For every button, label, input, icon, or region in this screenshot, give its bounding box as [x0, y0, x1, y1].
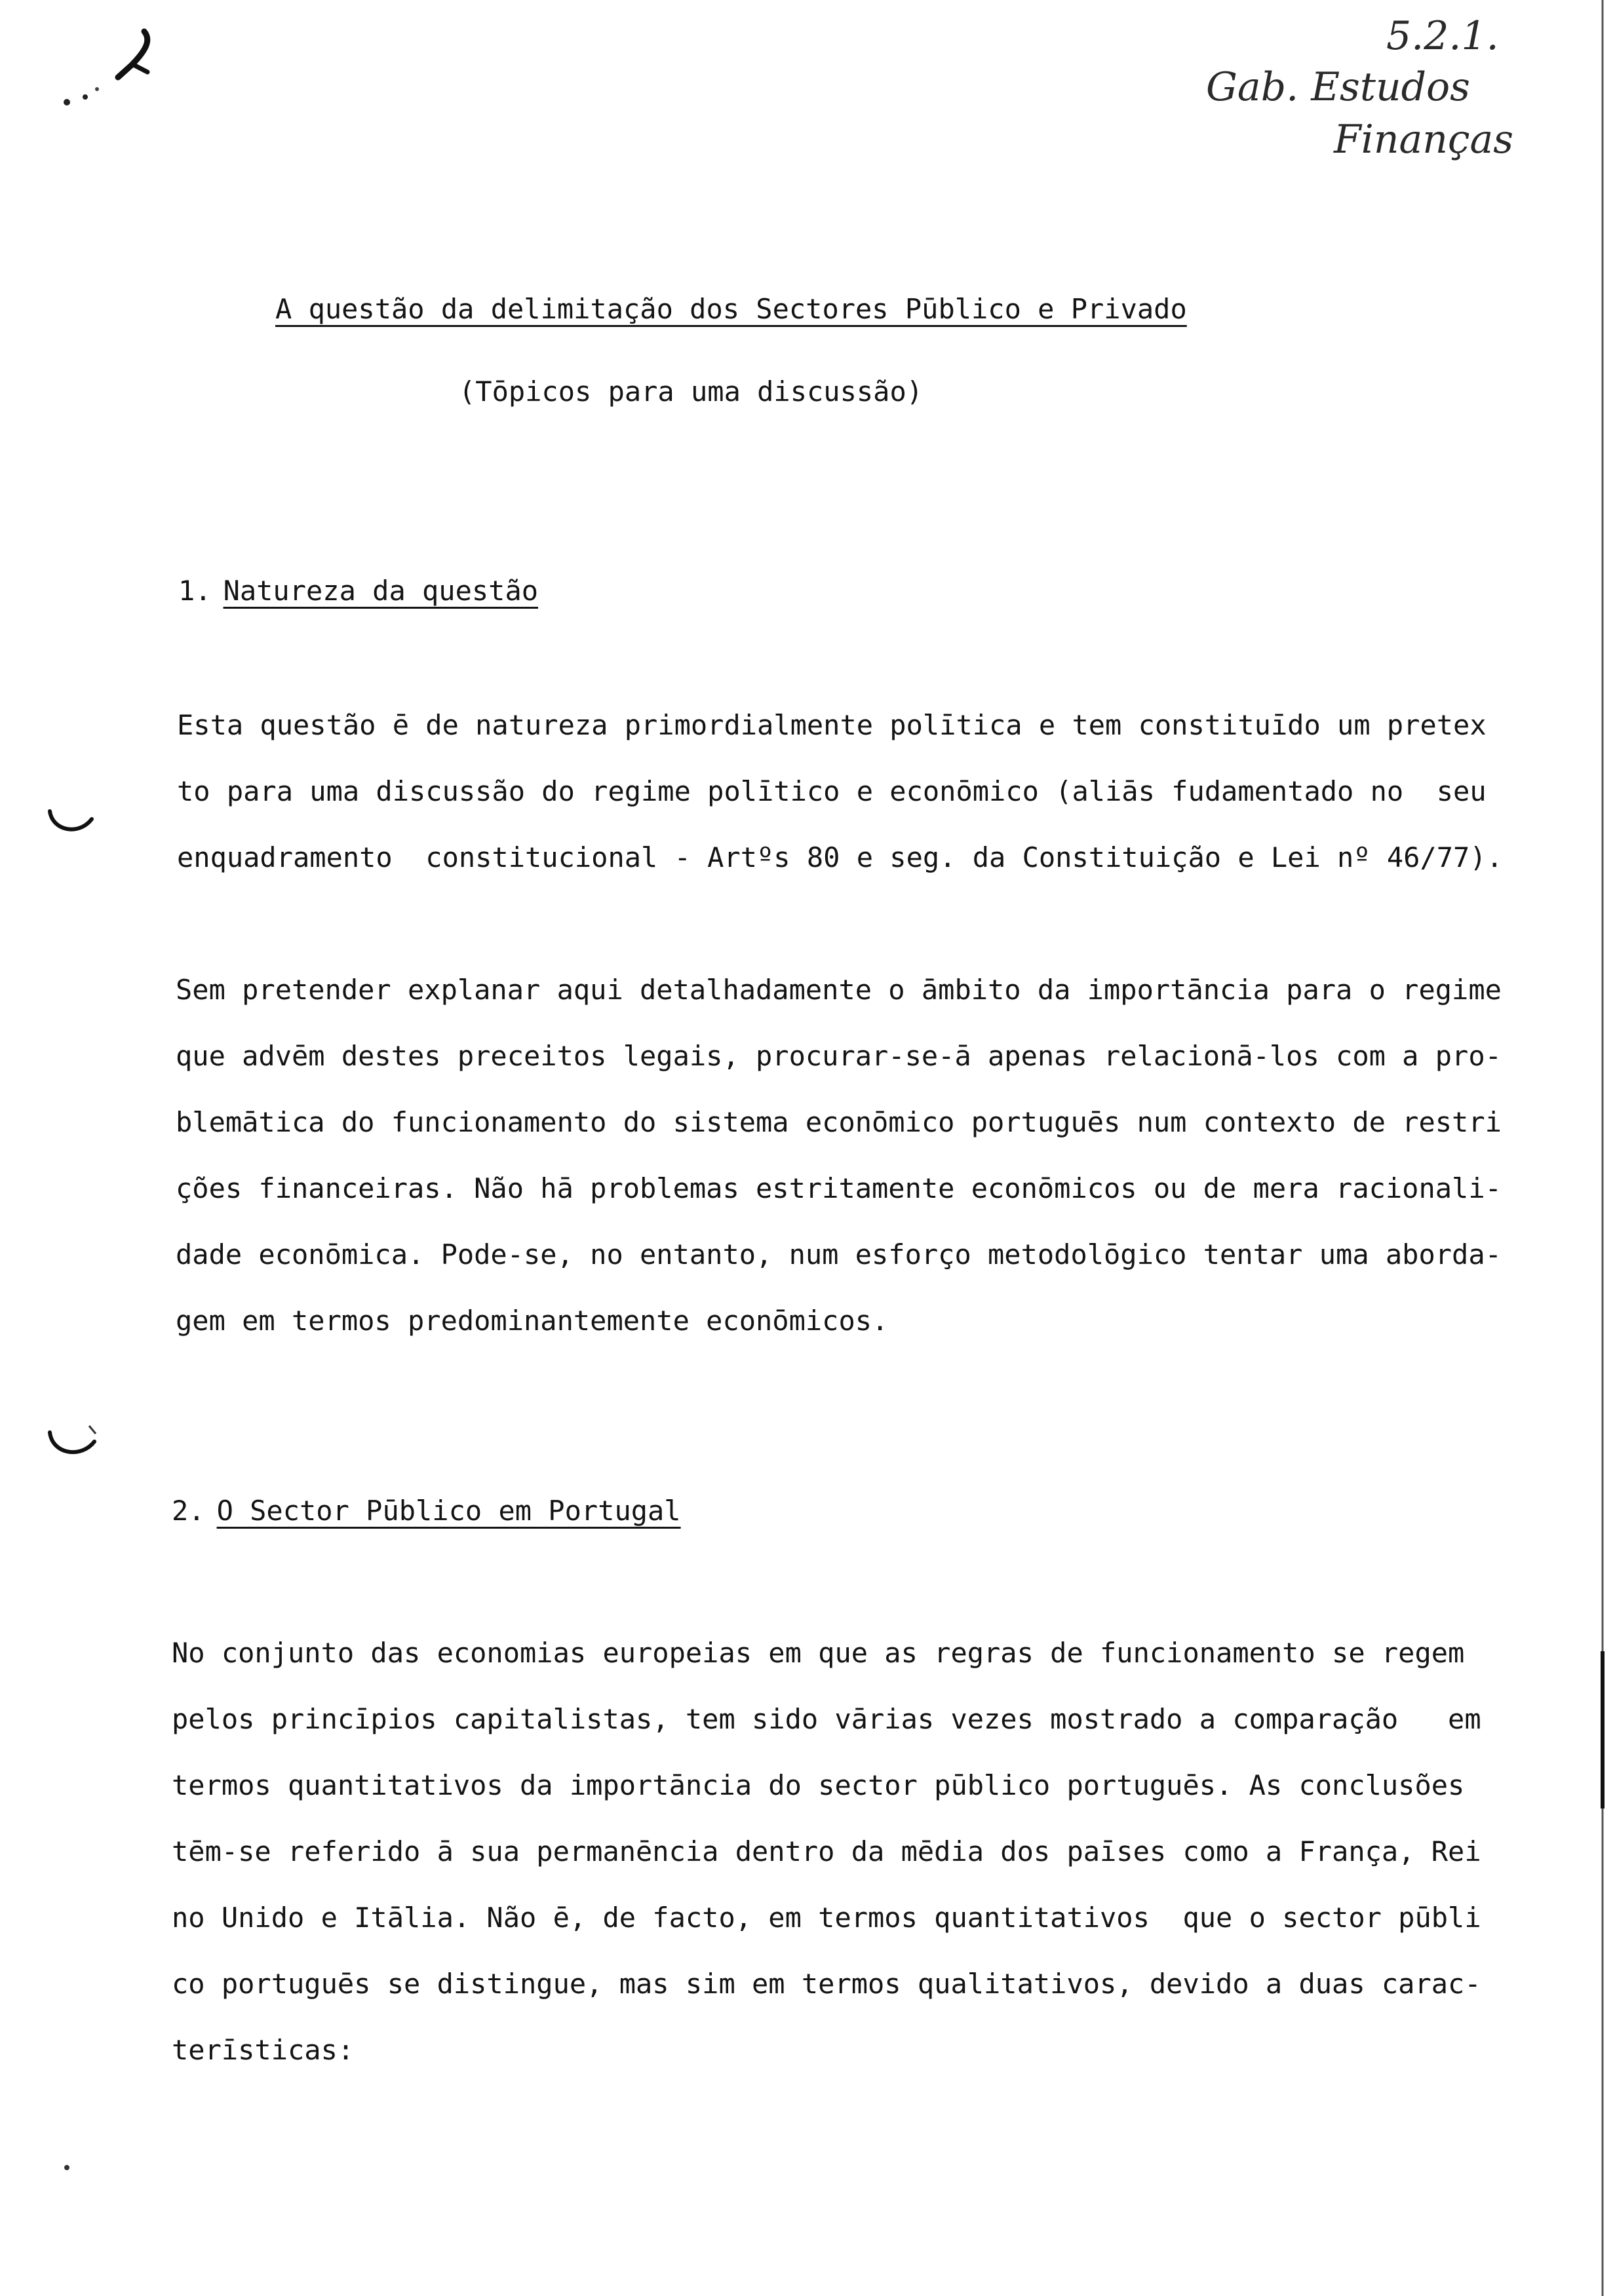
text-line: no Unido e Itālia. Não ē, de facto, em termos quantitativos que o sector pūbli — [172, 1902, 1481, 1934]
paragraph — [177, 692, 1503, 890]
pen-mark-icon — [52, 26, 170, 124]
text-line: No conjunto das economias europeias em que as regras de funcionamento se regem — [172, 1637, 1465, 1669]
text-line: enquadramento constitucional - Artºs 80 e seg. da Constituição e Lei nº 46/77). — [177, 841, 1503, 873]
document-title: A questão da delimitação dos Sectores Pūblico e Privado — [275, 293, 1187, 325]
section-number: 1. — [178, 575, 212, 607]
text-line: co portuguēs se distingue, mas sim em termos qualitativos, devido a duas carac- — [172, 1968, 1481, 2000]
paragraph — [176, 957, 1502, 1354]
section-heading — [172, 1491, 681, 1531]
text-line: ções financeiras. Não hā problemas estritamente econōmicos ou de mera racionali- — [176, 1172, 1502, 1204]
text-line: Sem pretender explanar aqui detalhadamente o āmbito da importāncia para o regime — [176, 974, 1502, 1006]
text-line: to para uma discussão do regime polītico e econōmico (aliās fudamentado no seu — [177, 775, 1487, 807]
punch-hole-mark-icon — [46, 805, 98, 844]
page-edge-line — [1601, 0, 1605, 2296]
section-title: Natureza da questão — [223, 575, 539, 607]
section-heading — [178, 571, 538, 611]
document-subtitle: (Tōpicos para uma discussão) — [459, 375, 924, 408]
ink-dot-icon — [62, 2162, 72, 2173]
punch-hole-mark-icon — [46, 1421, 105, 1466]
handwritten-office-name-cont: Finanças — [1334, 117, 1514, 163]
text-line: pelos princīpios capitalistas, tem sido vārias vezes mostrado a comparação em — [172, 1703, 1481, 1735]
section-number: 2. — [172, 1495, 205, 1527]
text-line: dade econōmica. Pode-se, no entanto, num esforço metodolōgico tentar uma aborda- — [176, 1238, 1502, 1271]
text-line: terīsticas: — [172, 2034, 355, 2066]
text-line: gem em termos predominantemente econōmicos. — [176, 1305, 889, 1337]
handwritten-reference-number: 5.2.1. — [1386, 13, 1499, 59]
text-line: Esta questão ē de natureza primordialmente polītica e tem constituīdo um pretex — [177, 709, 1487, 741]
handwritten-office-name: Gab. Estudos — [1206, 64, 1470, 110]
text-line: blemātica do funcionamento do sistema econōmico portuguēs num contexto de restri — [176, 1106, 1502, 1138]
section-title: O Sector Pūblico em Portugal — [216, 1495, 681, 1527]
text-line: termos quantitativos da importāncia do sector pūblico portuguēs. As conclusões — [172, 1769, 1465, 1801]
ink-dot-icon — [60, 96, 73, 109]
handwritten-annotation — [1206, 13, 1573, 210]
text-line: que advēm destes preceitos legais, procurar-se-ā apenas relacionā-los com a pro- — [176, 1040, 1502, 1072]
text-line: tēm-se referido ā sua permanēncia dentro da mēdia dos paīses como a França, Rei — [172, 1835, 1481, 1867]
paragraph — [172, 1620, 1483, 2083]
